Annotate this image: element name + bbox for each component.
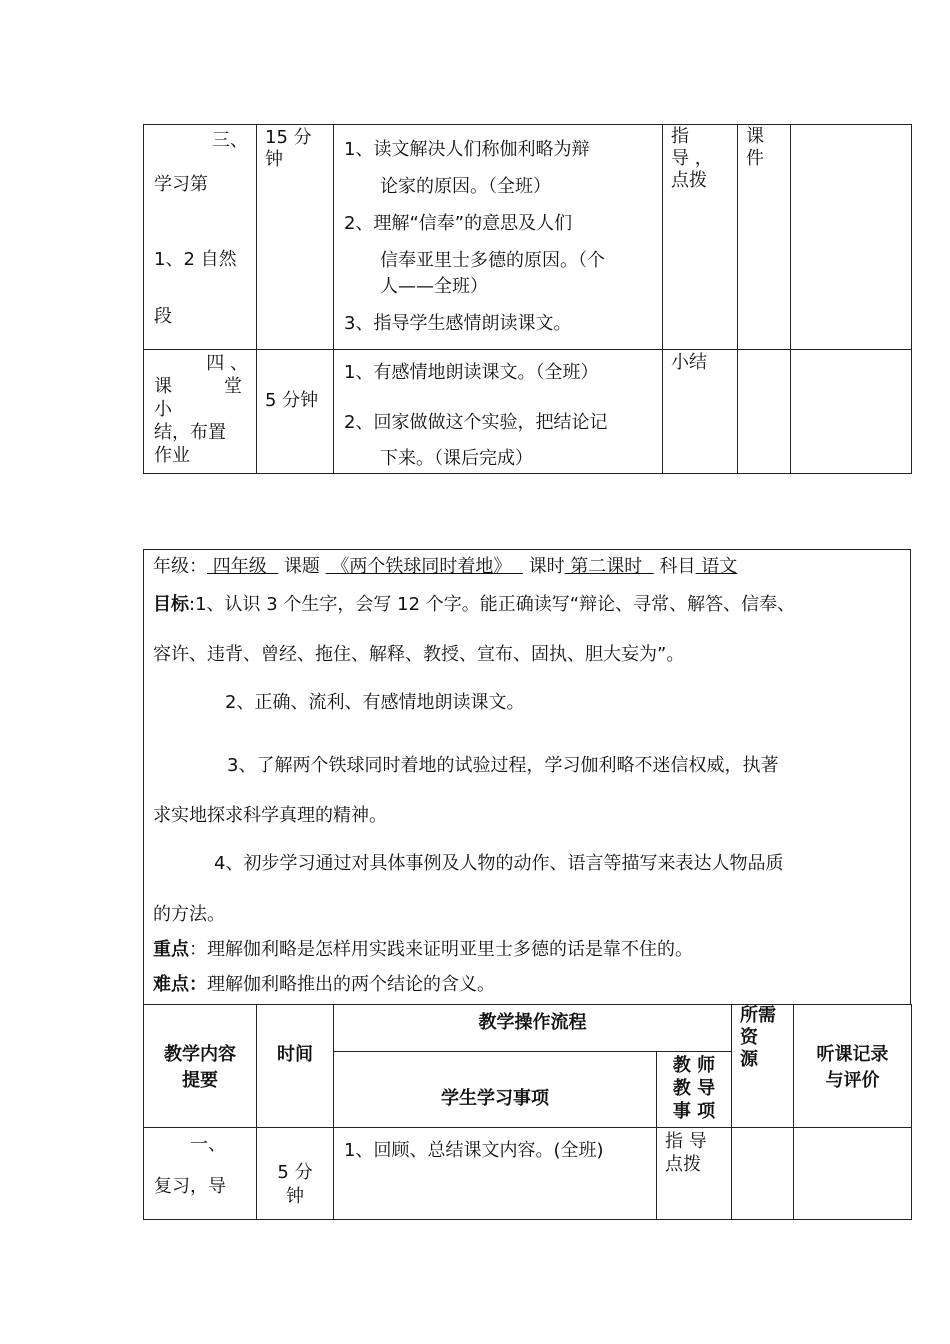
goal-text: :1、认识 3 个生字，会写 12 个字。能正确读写“辩论、寻常、解答、信奉、 xyxy=(189,594,796,615)
teacher-guidance-cell xyxy=(663,125,738,350)
time-line: 5 分 xyxy=(277,1162,313,1183)
activity-item xyxy=(344,211,654,300)
stage-line: 学习第 xyxy=(154,174,208,195)
resource-cell xyxy=(738,125,791,350)
stage-cell xyxy=(144,1128,257,1220)
time-line: 15 分 xyxy=(265,127,312,148)
period-label: 课时 xyxy=(528,556,565,577)
activity-line: 论家的原因。（全班） xyxy=(380,176,551,197)
header-student xyxy=(334,1052,657,1128)
key-text: ：理解伽利略是怎样用实践来证明亚里士多德的话是靠不住的。 xyxy=(189,939,693,960)
activity-line: 1、读文解决人们称伽利略为辩 xyxy=(344,139,590,160)
time-line: 钟 xyxy=(265,149,283,170)
header-line: 资 xyxy=(740,1027,758,1048)
header-line: 提要 xyxy=(182,1070,218,1091)
header-line xyxy=(153,552,737,578)
activity-line: 下来。（课后完成） xyxy=(380,448,533,469)
guidance-line: 指 导 xyxy=(665,1131,707,1152)
header-teacher xyxy=(657,1052,732,1128)
header-line: 时间 xyxy=(277,1044,313,1065)
header-time xyxy=(257,1005,334,1128)
stage-line: 复习，导 xyxy=(154,1176,226,1197)
goal-2: 2、正确、流利、有感情地朗读课文。 xyxy=(225,692,525,713)
resource-cell xyxy=(738,350,791,474)
header-content xyxy=(144,1005,257,1128)
header-line: 教学操作流程 xyxy=(478,1012,587,1033)
difficulty-point xyxy=(153,970,495,996)
activity-item xyxy=(344,311,654,337)
period-value: 第二课时 xyxy=(570,556,643,577)
notes-cell xyxy=(791,350,912,474)
resource-line: 课 xyxy=(746,126,764,147)
time-line: 5 分钟 xyxy=(265,390,319,411)
header-line: 源 xyxy=(740,1049,758,1070)
stage-line: 四 、 xyxy=(206,353,248,374)
stage-line: 段 xyxy=(154,306,172,327)
table-header-row xyxy=(144,1005,912,1052)
header-line: 听课记录 xyxy=(816,1044,889,1065)
header-line: 与评价 xyxy=(825,1070,880,1091)
stage-line: 作业 xyxy=(154,445,190,466)
subject-value: 语文 xyxy=(701,556,738,577)
difficulty-label: 难点： xyxy=(153,974,207,995)
teacher-guidance-cell xyxy=(657,1128,732,1220)
header-line: 学生学习事项 xyxy=(441,1087,549,1109)
notes-cell xyxy=(791,125,912,350)
student-activity-cell xyxy=(334,125,663,350)
topic-value: 《两个铁球同时着地》 xyxy=(331,556,512,577)
time-cell xyxy=(257,125,334,350)
table-row xyxy=(144,350,912,474)
header-line: 教 师 xyxy=(672,1055,716,1076)
lesson-plan-table-continued xyxy=(143,124,912,474)
table-row xyxy=(144,1128,912,1220)
header-resource xyxy=(732,1005,794,1128)
activity-line: 3、指导学生感情朗读课文。 xyxy=(344,313,572,334)
activity-line: 人——全班） xyxy=(380,276,488,297)
guidance-line: 导 ， xyxy=(671,148,713,169)
goal-1-line-2: 容许、违背、曾经、拖住、解释、教授、宣布、固执、胆大妄为”。 xyxy=(153,644,685,665)
time-line: 钟 xyxy=(286,1186,304,1207)
stage-line: 1、2 自然 xyxy=(154,249,237,270)
activity-line: 1、有感情地朗读课文。（全班） xyxy=(344,362,599,383)
lesson-plan-table xyxy=(143,1004,912,1220)
table-row xyxy=(144,125,912,350)
stage-cell xyxy=(144,125,257,350)
goals-label: 目标 xyxy=(153,594,189,615)
student-activity-cell xyxy=(334,1128,657,1220)
difficulty-text: 理解伽利略推出的两个结论的含义。 xyxy=(207,974,495,995)
header-line: 事 项 xyxy=(672,1101,716,1122)
goal-3-line-2: 求实地探求科学真理的精神。 xyxy=(153,805,387,826)
student-activity-cell xyxy=(334,350,663,474)
goal-3-line-1: 3、了解两个铁球同时着地的试验过程，学习伽利略不迷信权威，执著 xyxy=(227,755,779,776)
header-line: 所需 xyxy=(740,1005,776,1026)
teacher-guidance-cell xyxy=(663,350,738,474)
activity-line: 2、回家做做这个实验，把结论记 xyxy=(344,412,608,433)
guidance-line: 指 xyxy=(671,126,689,147)
resource-line: 件 xyxy=(746,148,764,169)
notes-cell xyxy=(794,1128,912,1220)
activity-line: 1、回顾、总结课文内容。(全班) xyxy=(344,1140,604,1161)
header-flow xyxy=(334,1005,732,1052)
guidance-line: 小结 xyxy=(671,352,707,373)
time-cell xyxy=(257,350,334,474)
header-notes xyxy=(794,1005,912,1128)
goal-4-line-1: 4、初步学习通过对具体事例及人物的动作、语言等描写来表达人物品质 xyxy=(214,853,784,874)
goal-1-line-1 xyxy=(153,590,795,616)
header-line: 教 导 xyxy=(672,1078,716,1099)
topic-label: 课题 xyxy=(283,556,320,577)
resource-cell xyxy=(732,1128,794,1220)
guidance-line: 点拨 xyxy=(665,1154,701,1175)
stage-line: 一、 xyxy=(190,1134,226,1155)
activity-line: 信奉亚里士多德的原因。（个 xyxy=(380,250,605,271)
activity-line: 2、理解“信奉”的意思及人们 xyxy=(344,213,573,234)
grade-label: 年级： xyxy=(153,556,207,577)
key-point xyxy=(153,935,693,961)
stage-cell xyxy=(144,350,257,474)
goal-4-line-2: 的方法。 xyxy=(153,904,225,925)
grade-value: 四年级 xyxy=(212,556,267,577)
key-label: 重点 xyxy=(153,939,189,960)
stage-line: 课 堂 小 xyxy=(154,376,248,420)
stage-line: 结，布置 xyxy=(154,422,226,443)
time-cell xyxy=(257,1128,334,1220)
stage-line: 三、 xyxy=(212,130,248,151)
activity-item xyxy=(344,137,654,200)
header-line: 教学内容 xyxy=(164,1044,236,1065)
guidance-line: 点拨 xyxy=(671,170,707,191)
subject-label: 科目 xyxy=(659,556,696,577)
